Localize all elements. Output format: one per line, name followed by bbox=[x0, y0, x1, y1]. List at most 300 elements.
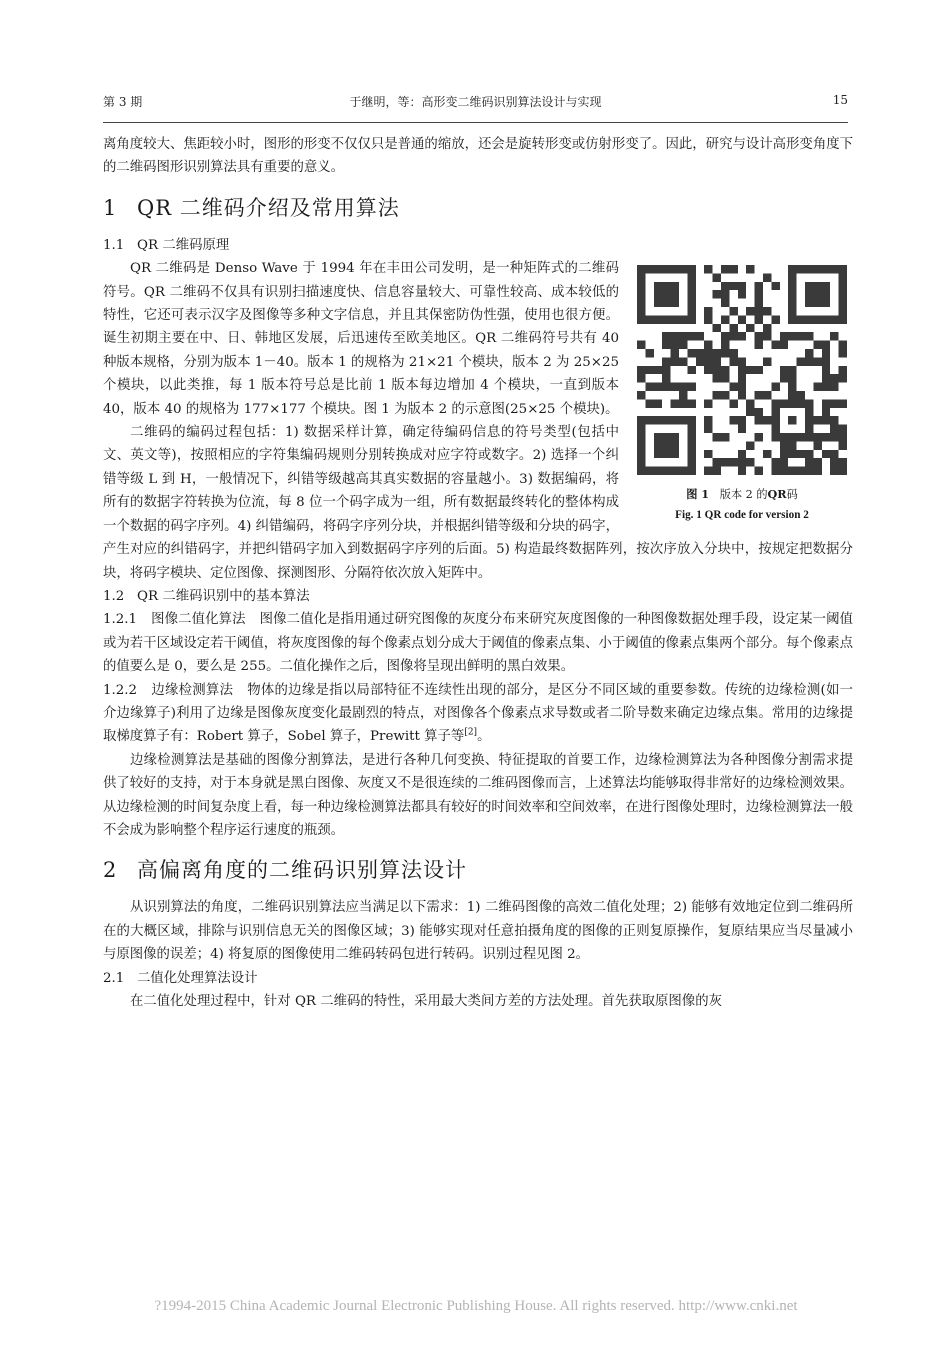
qr-module bbox=[696, 332, 704, 340]
qr-module bbox=[755, 290, 763, 298]
qr-module bbox=[788, 416, 796, 424]
qr-module bbox=[813, 265, 821, 273]
qr-module bbox=[822, 349, 830, 357]
qr-module bbox=[805, 433, 813, 441]
qr-module bbox=[830, 433, 838, 441]
page-number: 15 bbox=[832, 93, 848, 107]
qr-module bbox=[713, 349, 721, 357]
qr-module bbox=[637, 282, 645, 290]
qr-module bbox=[687, 316, 695, 324]
qr-module bbox=[687, 458, 695, 466]
qr-module bbox=[654, 282, 662, 290]
subsection-number: 2.1 bbox=[103, 970, 125, 986]
subsection-1-2-heading bbox=[103, 585, 853, 608]
qr-module bbox=[687, 366, 695, 374]
qr-module bbox=[721, 282, 729, 290]
section-1-heading bbox=[103, 194, 853, 222]
qr-module bbox=[788, 400, 796, 408]
qr-module bbox=[788, 366, 796, 374]
qr-module bbox=[805, 408, 813, 416]
caption-suffix: 码 bbox=[786, 488, 798, 502]
qr-module bbox=[771, 341, 779, 349]
qr-module bbox=[654, 400, 662, 408]
qr-module bbox=[704, 265, 712, 273]
caption-bold: QR bbox=[767, 487, 787, 502]
qr-module bbox=[729, 458, 737, 466]
qr-module bbox=[687, 290, 695, 298]
figure-caption-zh bbox=[631, 483, 853, 506]
qr-module bbox=[822, 383, 830, 391]
qr-module bbox=[662, 374, 670, 382]
qr-module bbox=[645, 383, 653, 391]
qr-module bbox=[662, 265, 670, 273]
qr-module bbox=[763, 332, 771, 340]
qr-module bbox=[771, 408, 779, 416]
qr-module bbox=[687, 433, 695, 441]
qr-module bbox=[755, 391, 763, 399]
qr-module bbox=[763, 307, 771, 315]
qr-module bbox=[763, 358, 771, 366]
qr-module bbox=[654, 290, 662, 298]
qr-module bbox=[805, 467, 813, 475]
qr-module bbox=[704, 341, 712, 349]
qr-module bbox=[671, 358, 679, 366]
qr-module bbox=[797, 265, 805, 273]
qr-module bbox=[738, 316, 746, 324]
qr-code-icon bbox=[637, 265, 847, 475]
qr-module bbox=[654, 442, 662, 450]
qr-module bbox=[671, 400, 679, 408]
qr-module bbox=[679, 416, 687, 424]
qr-module bbox=[671, 332, 679, 340]
qr-module bbox=[822, 358, 830, 366]
qr-module bbox=[797, 433, 805, 441]
qr-module bbox=[729, 383, 737, 391]
qr-module bbox=[830, 374, 838, 382]
paragraph-text: 图像二值化是指用通过研究图像的灰度分布来研究灰度图像的一种图像数据处理手段，设定某一阈值或为若干区域设定若干阈值，将灰度图像的每个像素点划分成大于阈值的像素点集、小于阈值的像素点集两个部分。每个像素点的值要么是 0，要么是 255。二值化操作之后，图像将呈现出鲜明的黑白效果。 bbox=[103, 612, 854, 675]
qr-module bbox=[771, 400, 779, 408]
qr-module bbox=[805, 358, 813, 366]
qr-module bbox=[813, 442, 821, 450]
qr-module bbox=[771, 425, 779, 433]
qr-module bbox=[662, 383, 670, 391]
qr-module bbox=[813, 467, 821, 475]
qr-module bbox=[839, 290, 847, 298]
qr-module bbox=[738, 391, 746, 399]
qr-module bbox=[746, 366, 754, 374]
qr-module bbox=[788, 374, 796, 382]
qr-module bbox=[662, 358, 670, 366]
paragraph-1-2-1 bbox=[103, 608, 853, 678]
qr-module bbox=[813, 316, 821, 324]
qr-module bbox=[671, 349, 679, 357]
qr-module bbox=[830, 450, 838, 458]
qr-module bbox=[805, 349, 813, 357]
qr-module bbox=[839, 400, 847, 408]
paragraph-binarization: 在二值化处理过程中，针对 QR 二维码的特性，采用最大类间方差的方法处理。首先获取原图像的灰 bbox=[130, 994, 722, 1009]
qr-module bbox=[721, 374, 729, 382]
qr-module bbox=[679, 332, 687, 340]
qr-module bbox=[780, 458, 788, 466]
qr-module bbox=[662, 442, 670, 450]
qr-module bbox=[679, 391, 687, 399]
qr-module bbox=[738, 458, 746, 466]
qr-module bbox=[637, 425, 645, 433]
qr-module bbox=[839, 316, 847, 324]
qr-module bbox=[687, 274, 695, 282]
qr-module bbox=[813, 433, 821, 441]
qr-module bbox=[654, 450, 662, 458]
qr-module bbox=[788, 433, 796, 441]
qr-module bbox=[679, 467, 687, 475]
subsection-1-1-heading bbox=[103, 234, 853, 257]
paragraph-text: 物体的边缘是指以局部特征不连续性出现的部分，是区分不同区域的重要参数。传统的边缘检测(如一介边缘算子)利用了边缘是图像灰度变化最剧烈的特点，对图像各个像素点求导数或者二阶导数来确定边缘点集。常用的边缘提取梯度算子有：Robert 算子，Sobel 算子，Prewitt 算子等 bbox=[103, 682, 853, 745]
qr-module bbox=[662, 366, 670, 374]
paragraph-requirements: 从识别算法的角度，二维码识别算法应当满足以下需求：1) 二维码图像的高效二值化处理；2) 能够有效地定位到二维码所在的大概区域，排除与识别信息无关的图像区域；3) 能够实现对任意拍摄角度的图像的正则复原操作，复原结果应当尽量减小与原图像的误差；4) 将复原的图像使用二维码转码包进行转码。识别过程见图 2。 bbox=[103, 900, 853, 963]
qr-module bbox=[788, 332, 796, 340]
qr-module bbox=[755, 467, 763, 475]
qr-module bbox=[813, 341, 821, 349]
qr-module bbox=[839, 458, 847, 466]
figure-1 bbox=[631, 257, 853, 524]
qr-module bbox=[830, 467, 838, 475]
qr-module bbox=[822, 374, 830, 382]
qr-module bbox=[637, 467, 645, 475]
qr-module bbox=[839, 341, 847, 349]
qr-module bbox=[839, 282, 847, 290]
section-title: 高偏离角度的二维码识别算法设计 bbox=[137, 858, 467, 883]
qr-module bbox=[721, 349, 729, 357]
qr-module bbox=[637, 433, 645, 441]
qr-module bbox=[738, 290, 746, 298]
qr-module bbox=[780, 400, 788, 408]
qr-module bbox=[755, 366, 763, 374]
qr-module bbox=[755, 282, 763, 290]
qr-module bbox=[704, 467, 712, 475]
qr-module bbox=[738, 450, 746, 458]
qr-module bbox=[822, 408, 830, 416]
qr-module bbox=[788, 442, 796, 450]
qr-module bbox=[797, 450, 805, 458]
qr-module bbox=[687, 307, 695, 315]
qr-module bbox=[755, 332, 763, 340]
qr-module bbox=[839, 467, 847, 475]
qr-module bbox=[788, 290, 796, 298]
qr-module bbox=[805, 450, 813, 458]
qr-module bbox=[721, 341, 729, 349]
qr-module bbox=[662, 416, 670, 424]
section-number: 1 bbox=[103, 195, 118, 220]
qr-module bbox=[637, 442, 645, 450]
qr-module bbox=[704, 366, 712, 374]
header-rule bbox=[103, 122, 848, 123]
qr-module bbox=[755, 316, 763, 324]
qr-module bbox=[822, 400, 830, 408]
qr-module bbox=[687, 442, 695, 450]
qr-module bbox=[645, 265, 653, 273]
qr-module bbox=[671, 450, 679, 458]
qr-module bbox=[788, 467, 796, 475]
qr-module bbox=[645, 400, 653, 408]
figure-label: 图 1 bbox=[686, 487, 710, 502]
qr-module bbox=[755, 433, 763, 441]
qr-module bbox=[637, 265, 645, 273]
qr-module bbox=[687, 416, 695, 424]
qr-module bbox=[746, 400, 754, 408]
qr-module bbox=[771, 467, 779, 475]
subsection-title: 二值化处理算法设计 bbox=[137, 970, 258, 986]
qr-module bbox=[805, 290, 813, 298]
paragraph-qr-principle: QR 二维码是 Denso Wave 于 1994 年在丰田公司发明，是一种矩阵式的二维码符号。QR 二维码不仅具有识别扫描速度快、信息容量较大、可靠性较高、成本较低的特性，它还可表示汉字及图像等多种文字信息，并且其保密防伪性强，使用也很方便。诞生初期主要在中、日、韩地区发展，后迅速传至欧美地区。QR 二维码符号共有 40 种版本规格，分别为版本 1－40。版本 1 的规格为 21×21 个模块，版本 2 为 25×25 个模块，以此类推，每 1 版本符号总是比前 1 版本每边增加 4 个模块，一直到版本 40，版本 40 的规格为 177×177 个模块。图 1 为版本 2 的示意图(25×25 个模块)。 bbox=[103, 261, 619, 417]
qr-module bbox=[679, 358, 687, 366]
qr-module bbox=[780, 450, 788, 458]
qr-module bbox=[746, 307, 754, 315]
qr-module bbox=[738, 358, 746, 366]
qr-module bbox=[738, 416, 746, 424]
qr-module bbox=[704, 450, 712, 458]
qr-module bbox=[662, 467, 670, 475]
qr-module bbox=[746, 458, 754, 466]
running-head bbox=[103, 93, 848, 113]
qr-module bbox=[822, 299, 830, 307]
qr-module bbox=[813, 290, 821, 298]
qr-module bbox=[729, 358, 737, 366]
qr-module bbox=[671, 341, 679, 349]
subsection-number: 1.2 bbox=[103, 588, 125, 604]
qr-module bbox=[805, 332, 813, 340]
qr-module bbox=[805, 265, 813, 273]
article-body bbox=[103, 133, 853, 1013]
qr-module bbox=[788, 274, 796, 282]
qr-module bbox=[721, 316, 729, 324]
qr-module bbox=[822, 416, 830, 424]
qr-module bbox=[788, 307, 796, 315]
qr-module bbox=[763, 416, 771, 424]
qr-module bbox=[704, 400, 712, 408]
qr-code-image bbox=[631, 257, 853, 469]
subsection-number: 1.1 bbox=[103, 237, 125, 253]
qr-module bbox=[671, 316, 679, 324]
qr-module bbox=[738, 374, 746, 382]
qr-module bbox=[662, 450, 670, 458]
qr-module bbox=[813, 458, 821, 466]
qr-module bbox=[822, 316, 830, 324]
qr-module bbox=[755, 416, 763, 424]
qr-module bbox=[654, 467, 662, 475]
qr-module bbox=[839, 299, 847, 307]
qr-module bbox=[671, 467, 679, 475]
qr-module bbox=[679, 383, 687, 391]
qr-module bbox=[830, 458, 838, 466]
qr-module bbox=[763, 324, 771, 332]
qr-module bbox=[788, 316, 796, 324]
subsubsection-title: 图像二值化算法 bbox=[151, 612, 246, 628]
qr-module bbox=[813, 416, 821, 424]
qr-module bbox=[687, 383, 695, 391]
qr-module bbox=[637, 307, 645, 315]
qr-module bbox=[771, 383, 779, 391]
qr-module bbox=[687, 332, 695, 340]
qr-module bbox=[729, 332, 737, 340]
qr-module bbox=[637, 299, 645, 307]
qr-module bbox=[839, 442, 847, 450]
qr-module bbox=[830, 400, 838, 408]
qr-module bbox=[797, 358, 805, 366]
qr-module bbox=[729, 307, 737, 315]
qr-module bbox=[755, 307, 763, 315]
qr-module bbox=[822, 341, 830, 349]
qr-module bbox=[771, 416, 779, 424]
qr-module bbox=[839, 374, 847, 382]
qr-module bbox=[713, 458, 721, 466]
subsection-2-1-heading bbox=[103, 967, 853, 990]
qr-module bbox=[763, 274, 771, 282]
qr-module bbox=[813, 358, 821, 366]
qr-module bbox=[713, 374, 721, 382]
paragraph-end: 。 bbox=[477, 729, 491, 745]
qr-module bbox=[780, 433, 788, 441]
qr-module bbox=[797, 391, 805, 399]
qr-module bbox=[738, 282, 746, 290]
qr-module bbox=[671, 383, 679, 391]
qr-module bbox=[830, 265, 838, 273]
qr-module bbox=[704, 316, 712, 324]
qr-module bbox=[637, 450, 645, 458]
qr-module bbox=[805, 282, 813, 290]
running-title: 于继明，等：高形变二维码识别算法设计与实现 bbox=[349, 95, 602, 109]
qr-module bbox=[713, 358, 721, 366]
qr-module bbox=[755, 341, 763, 349]
qr-module bbox=[780, 442, 788, 450]
qr-module bbox=[637, 274, 645, 282]
qr-module bbox=[788, 391, 796, 399]
citation-ref[interactable]: [2] bbox=[464, 727, 478, 738]
qr-module bbox=[654, 383, 662, 391]
qr-module bbox=[771, 458, 779, 466]
qr-module bbox=[746, 408, 754, 416]
qr-module bbox=[813, 282, 821, 290]
qr-module bbox=[637, 316, 645, 324]
qr-module bbox=[813, 383, 821, 391]
qr-module bbox=[797, 316, 805, 324]
qr-module bbox=[654, 416, 662, 424]
qr-module bbox=[839, 425, 847, 433]
qr-module bbox=[738, 467, 746, 475]
figure-caption-en: Fig. 1 QR code for version 2 bbox=[675, 509, 809, 522]
qr-module bbox=[729, 349, 737, 357]
qr-module bbox=[805, 316, 813, 324]
qr-module bbox=[805, 425, 813, 433]
qr-module bbox=[713, 274, 721, 282]
qr-module bbox=[654, 316, 662, 324]
qr-module bbox=[788, 383, 796, 391]
qr-module bbox=[713, 467, 721, 475]
qr-module bbox=[805, 400, 813, 408]
qr-module bbox=[671, 416, 679, 424]
qr-module bbox=[830, 425, 838, 433]
qr-module bbox=[654, 366, 662, 374]
qr-module bbox=[671, 442, 679, 450]
subsubsection-title: 边缘检测算法 bbox=[151, 682, 234, 698]
qr-module bbox=[763, 450, 771, 458]
qr-module bbox=[780, 366, 788, 374]
qr-module bbox=[721, 299, 729, 307]
qr-module bbox=[763, 391, 771, 399]
qr-module bbox=[797, 332, 805, 340]
qr-module bbox=[839, 349, 847, 357]
qr-module bbox=[637, 391, 645, 399]
qr-module bbox=[797, 400, 805, 408]
qr-module bbox=[839, 433, 847, 441]
qr-module bbox=[780, 332, 788, 340]
qr-module bbox=[687, 265, 695, 273]
qr-module bbox=[679, 400, 687, 408]
qr-module bbox=[729, 282, 737, 290]
qr-module bbox=[704, 349, 712, 357]
qr-module bbox=[637, 341, 645, 349]
qr-module bbox=[797, 467, 805, 475]
qr-module bbox=[671, 265, 679, 273]
section-2-heading bbox=[103, 856, 853, 884]
qr-module bbox=[755, 299, 763, 307]
qr-module bbox=[671, 290, 679, 298]
qr-module bbox=[780, 374, 788, 382]
qr-module bbox=[687, 450, 695, 458]
qr-module bbox=[662, 282, 670, 290]
qr-module bbox=[721, 265, 729, 273]
qr-module bbox=[637, 416, 645, 424]
qr-module bbox=[788, 265, 796, 273]
qr-module bbox=[729, 416, 737, 424]
qr-module bbox=[704, 425, 712, 433]
qr-module bbox=[687, 425, 695, 433]
qr-module bbox=[645, 416, 653, 424]
qr-module bbox=[822, 282, 830, 290]
qr-module bbox=[771, 316, 779, 324]
qr-module bbox=[654, 299, 662, 307]
qr-module bbox=[637, 290, 645, 298]
qr-module bbox=[696, 349, 704, 357]
qr-module bbox=[771, 433, 779, 441]
qr-module bbox=[662, 332, 670, 340]
qr-module bbox=[654, 433, 662, 441]
qr-module bbox=[687, 349, 695, 357]
subsection-title: QR 二维码原理 bbox=[137, 237, 230, 253]
qr-module bbox=[755, 408, 763, 416]
section-number: 2 bbox=[103, 858, 118, 883]
qr-module bbox=[713, 366, 721, 374]
qr-module bbox=[696, 358, 704, 366]
qr-module bbox=[679, 341, 687, 349]
qr-module bbox=[662, 299, 670, 307]
qr-module bbox=[671, 282, 679, 290]
qr-module bbox=[713, 324, 721, 332]
qr-module bbox=[839, 265, 847, 273]
qr-module bbox=[637, 374, 645, 382]
qr-module bbox=[679, 316, 687, 324]
qr-module bbox=[822, 265, 830, 273]
qr-module bbox=[738, 366, 746, 374]
qr-module bbox=[713, 290, 721, 298]
qr-module bbox=[704, 416, 712, 424]
subsubsection-number: 1.2.2 bbox=[103, 682, 138, 698]
qr-module bbox=[704, 358, 712, 366]
qr-module bbox=[687, 299, 695, 307]
qr-module bbox=[830, 316, 838, 324]
qr-module bbox=[839, 274, 847, 282]
qr-module bbox=[746, 265, 754, 273]
intro-paragraph: 离角度较大、焦距较小时，图形的形变不仅仅只是普通的缩放，还会是旋转形变或仿射形变了。因此，研究与设计高形变角度下的二维码图形识别算法具有重要的意义。 bbox=[103, 137, 853, 176]
